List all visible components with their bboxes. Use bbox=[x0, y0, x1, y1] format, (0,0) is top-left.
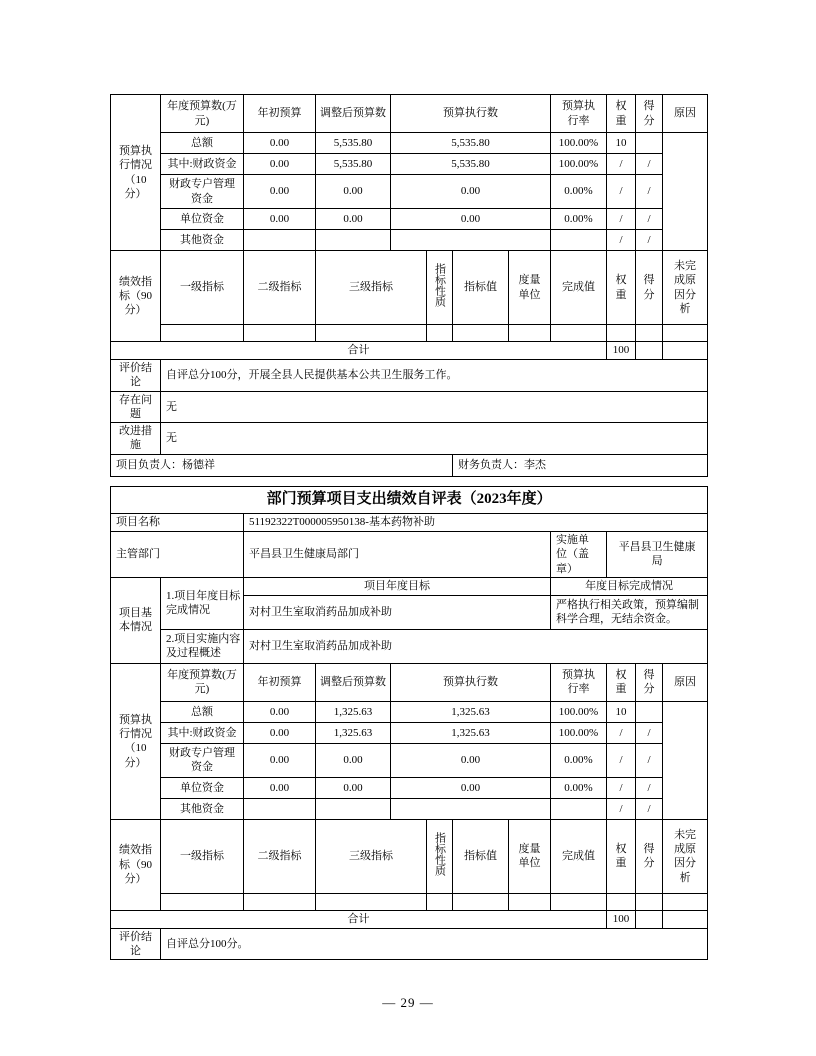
budget-cell-adjusted: 1,325.63 bbox=[316, 701, 391, 722]
budget-cell-executed: 0.00 bbox=[391, 175, 551, 209]
budget-header-executed: 预算执行数 bbox=[391, 95, 551, 133]
budget-header-rate: 预算执行率 bbox=[551, 663, 607, 701]
perf-header-weight: 权重 bbox=[607, 819, 636, 893]
budget-cell-score: / bbox=[636, 175, 663, 209]
perf-header-incomplete: 未完成原因分析 bbox=[663, 251, 708, 325]
problems-label: 存在问题 bbox=[111, 391, 161, 423]
perf-empty-cell bbox=[663, 893, 708, 910]
budget-cell-score: / bbox=[636, 743, 663, 777]
perf-header-score: 得分 bbox=[636, 819, 663, 893]
self-eval-table-2023 bbox=[110, 486, 708, 960]
perf-empty-cell bbox=[636, 893, 663, 910]
budget-cell-score: / bbox=[636, 798, 663, 819]
budget-cell-adjusted: 5,535.80 bbox=[316, 154, 391, 175]
budget-row-label: 其中:财政资金 bbox=[161, 154, 244, 175]
impl-unit-value: 平昌县卫生健康局 bbox=[607, 532, 708, 578]
budget-cell-adjusted: 1,325.63 bbox=[316, 722, 391, 743]
budget-cell-rate bbox=[551, 230, 607, 251]
total-score-cell bbox=[636, 910, 663, 928]
perf-empty-cell bbox=[316, 893, 427, 910]
budget-row-label: 其他资金 bbox=[161, 798, 244, 819]
perf-header-nature: 指标性质 bbox=[427, 819, 453, 893]
budget-cell-executed bbox=[391, 230, 551, 251]
perf-header-score: 得分 bbox=[636, 251, 663, 325]
budget-cell-initial: 0.00 bbox=[244, 701, 316, 722]
conclusion-label: 评价结论 bbox=[111, 360, 161, 392]
page-number: — 29 — bbox=[382, 995, 434, 1010]
budget-row-label: 财政专户管理资金 bbox=[161, 743, 244, 777]
impl-unit-label: 实施单位（盖章） bbox=[551, 532, 607, 578]
perf-empty-cell bbox=[453, 893, 509, 910]
budget-header-executed: 预算执行数 bbox=[391, 663, 551, 701]
budget-cell-rate: 0.00% bbox=[551, 777, 607, 798]
budget-cell-weight: / bbox=[607, 743, 636, 777]
project-name-label: 项目名称 bbox=[111, 514, 244, 532]
budget-row-label: 其中:财政资金 bbox=[161, 722, 244, 743]
perf-section-label: 绩效指标（90分） bbox=[111, 819, 161, 910]
budget-cell-executed: 5,535.80 bbox=[391, 133, 551, 154]
perf-header-level3: 三级指标 bbox=[316, 819, 427, 893]
self-eval-table-continuation bbox=[110, 94, 708, 477]
improvements-text: 无 bbox=[161, 423, 708, 455]
budget-header-reason: 原因 bbox=[663, 663, 708, 701]
budget-reason-cell bbox=[663, 133, 708, 251]
budget-cell-weight: / bbox=[607, 798, 636, 819]
budget-header-weight: 权重 bbox=[607, 663, 636, 701]
perf-empty-cell bbox=[453, 325, 509, 342]
budget-cell-executed: 0.00 bbox=[391, 777, 551, 798]
perf-empty-cell bbox=[551, 325, 607, 342]
budget-cell-executed: 5,535.80 bbox=[391, 154, 551, 175]
perf-empty-cell bbox=[607, 893, 636, 910]
budget-header-reason: 原因 bbox=[663, 95, 708, 133]
goal-header: 项目年度目标 bbox=[244, 577, 551, 595]
budget-cell-weight: / bbox=[607, 175, 636, 209]
goal-text: 对村卫生室取消药品加成补助 bbox=[244, 595, 551, 629]
finance-manager-cell: 财务负责人：李杰 bbox=[453, 454, 708, 476]
budget-header-score: 得分 bbox=[636, 663, 663, 701]
perf-empty-cell bbox=[316, 325, 427, 342]
perf-header-weight: 权重 bbox=[607, 251, 636, 325]
budget-header-score: 得分 bbox=[636, 95, 663, 133]
perf-header-unit: 度量单位 bbox=[509, 251, 551, 325]
perf-section-label: 绩效指标（90分） bbox=[111, 251, 161, 342]
goal-result-text: 严格执行相关政策，预算编制科学合理，无结余资金。 bbox=[551, 595, 708, 629]
budget-header-initial: 年初预算 bbox=[244, 95, 316, 133]
impl-text: 对村卫生室取消药品加成补助 bbox=[244, 629, 708, 663]
perf-header-level1: 一级指标 bbox=[161, 251, 244, 325]
budget-cell-initial: 0.00 bbox=[244, 777, 316, 798]
budget-cell-initial: 0.00 bbox=[244, 743, 316, 777]
budget-cell-rate: 0.00% bbox=[551, 175, 607, 209]
budget-row-label: 总额 bbox=[161, 701, 244, 722]
impl-label: 2.项目实施内容及过程概述 bbox=[161, 629, 244, 663]
budget-cell-score: / bbox=[636, 230, 663, 251]
budget-cell-weight: 10 bbox=[607, 701, 636, 722]
perf-empty-cell bbox=[161, 893, 244, 910]
basic-section-label: 项目基本情况 bbox=[111, 577, 161, 663]
budget-cell-adjusted: 0.00 bbox=[316, 209, 391, 230]
budget-cell-initial: 0.00 bbox=[244, 722, 316, 743]
perf-empty-cell bbox=[161, 325, 244, 342]
budget-cell-score: / bbox=[636, 722, 663, 743]
budget-section-label: 预算执行情况（10分） bbox=[111, 95, 161, 251]
budget-cell-rate: 100.00% bbox=[551, 701, 607, 722]
budget-cell-rate: 100.00% bbox=[551, 722, 607, 743]
budget-cell-initial: 0.00 bbox=[244, 154, 316, 175]
budget-cell-rate bbox=[551, 798, 607, 819]
total-row-label: 合计 bbox=[111, 910, 607, 928]
budget-cell-adjusted: 0.00 bbox=[316, 777, 391, 798]
budget-row-label: 单位资金 bbox=[161, 209, 244, 230]
perf-empty-cell bbox=[244, 893, 316, 910]
perf-empty-cell bbox=[636, 325, 663, 342]
total-row-label: 合计 bbox=[111, 342, 607, 360]
perf-header-target: 指标值 bbox=[453, 819, 509, 893]
perf-empty-cell bbox=[551, 893, 607, 910]
budget-cell-weight: / bbox=[607, 154, 636, 175]
budget-header-adjusted: 调整后预算数 bbox=[316, 663, 391, 701]
improvements-label: 改进措施 bbox=[111, 423, 161, 455]
budget-cell-weight: / bbox=[607, 209, 636, 230]
dept-value: 平昌县卫生健康局部门 bbox=[244, 532, 551, 578]
project-manager-cell: 项目负责人：杨德祥 bbox=[111, 454, 453, 476]
conclusion-text: 自评总分100分，开展全县人民提供基本公共卫生服务工作。 bbox=[161, 360, 708, 392]
problems-text: 无 bbox=[161, 391, 708, 423]
budget-cell-initial: 0.00 bbox=[244, 209, 316, 230]
budget-cell-weight: / bbox=[607, 777, 636, 798]
budget-cell-executed: 0.00 bbox=[391, 743, 551, 777]
budget-cell-adjusted bbox=[316, 798, 391, 819]
budget-section-label: 预算执行情况（10分） bbox=[111, 663, 161, 819]
budget-header-rate: 预算执行率 bbox=[551, 95, 607, 133]
budget-cell-initial: 0.00 bbox=[244, 133, 316, 154]
perf-empty-cell bbox=[509, 893, 551, 910]
budget-cell-score bbox=[636, 701, 663, 722]
budget-cell-executed: 1,325.63 bbox=[391, 722, 551, 743]
perf-empty-cell bbox=[244, 325, 316, 342]
budget-cell-adjusted: 0.00 bbox=[316, 743, 391, 777]
perf-empty-cell bbox=[509, 325, 551, 342]
total-weight-cell: 100 bbox=[607, 910, 636, 928]
budget-cell-weight: / bbox=[607, 230, 636, 251]
budget-row-label: 总额 bbox=[161, 133, 244, 154]
budget-row-label: 其他资金 bbox=[161, 230, 244, 251]
perf-empty-cell bbox=[607, 325, 636, 342]
budget-cell-rate: 100.00% bbox=[551, 133, 607, 154]
budget-header-adjusted: 调整后预算数 bbox=[316, 95, 391, 133]
budget-cell-initial bbox=[244, 798, 316, 819]
budget-header-initial: 年初预算 bbox=[244, 663, 316, 701]
total-weight-cell: 100 bbox=[607, 342, 636, 360]
perf-header-completed: 完成值 bbox=[551, 251, 607, 325]
perf-empty-cell bbox=[427, 893, 453, 910]
budget-cell-adjusted: 5,535.80 bbox=[316, 133, 391, 154]
budget-cell-rate: 0.00% bbox=[551, 209, 607, 230]
budget-cell-adjusted: 0.00 bbox=[316, 175, 391, 209]
budget-row-label: 单位资金 bbox=[161, 777, 244, 798]
dept-label: 主管部门 bbox=[111, 532, 244, 578]
perf-header-completed: 完成值 bbox=[551, 819, 607, 893]
budget-cell-rate: 100.00% bbox=[551, 154, 607, 175]
perf-header-unit: 度量单位 bbox=[509, 819, 551, 893]
budget-cell-score: / bbox=[636, 777, 663, 798]
budget-row-label: 财政专户管理资金 bbox=[161, 175, 244, 209]
budget-header-annual: 年度预算数(万元) bbox=[161, 663, 244, 701]
perf-header-level3: 三级指标 bbox=[316, 251, 427, 325]
budget-cell-initial: 0.00 bbox=[244, 175, 316, 209]
conclusion-label: 评价结论 bbox=[111, 928, 161, 960]
perf-empty-cell bbox=[427, 325, 453, 342]
budget-header-weight: 权重 bbox=[607, 95, 636, 133]
goal-label: 1.项目年度目标完成情况 bbox=[161, 577, 244, 629]
total-reason-cell bbox=[663, 342, 708, 360]
budget-cell-adjusted bbox=[316, 230, 391, 251]
total-reason-cell bbox=[663, 910, 708, 928]
perf-header-target: 指标值 bbox=[453, 251, 509, 325]
table-title: 部门预算项目支出绩效自评表（2023年度） bbox=[111, 487, 708, 514]
perf-header-level1: 一级指标 bbox=[161, 819, 244, 893]
total-score-cell bbox=[636, 342, 663, 360]
budget-cell-score: / bbox=[636, 209, 663, 230]
perf-header-level2: 二级指标 bbox=[244, 819, 316, 893]
budget-cell-rate: 0.00% bbox=[551, 743, 607, 777]
project-name-value: 51192322T000005950138-基本药物补助 bbox=[244, 514, 708, 532]
perf-empty-cell bbox=[663, 325, 708, 342]
budget-cell-initial bbox=[244, 230, 316, 251]
budget-cell-executed: 0.00 bbox=[391, 209, 551, 230]
budget-header-annual: 年度预算数(万元) bbox=[161, 95, 244, 133]
budget-cell-weight: 10 bbox=[607, 133, 636, 154]
budget-cell-score bbox=[636, 133, 663, 154]
budget-cell-executed: 1,325.63 bbox=[391, 701, 551, 722]
perf-header-incomplete: 未完成原因分析 bbox=[663, 819, 708, 893]
goal-result-header: 年度目标完成情况 bbox=[551, 577, 708, 595]
perf-header-nature: 指标性质 bbox=[427, 251, 453, 325]
perf-header-level2: 二级指标 bbox=[244, 251, 316, 325]
budget-cell-executed bbox=[391, 798, 551, 819]
budget-cell-weight: / bbox=[607, 722, 636, 743]
budget-cell-score: / bbox=[636, 154, 663, 175]
conclusion-text: 自评总分100分。 bbox=[161, 928, 708, 960]
budget-reason-cell bbox=[663, 701, 708, 819]
